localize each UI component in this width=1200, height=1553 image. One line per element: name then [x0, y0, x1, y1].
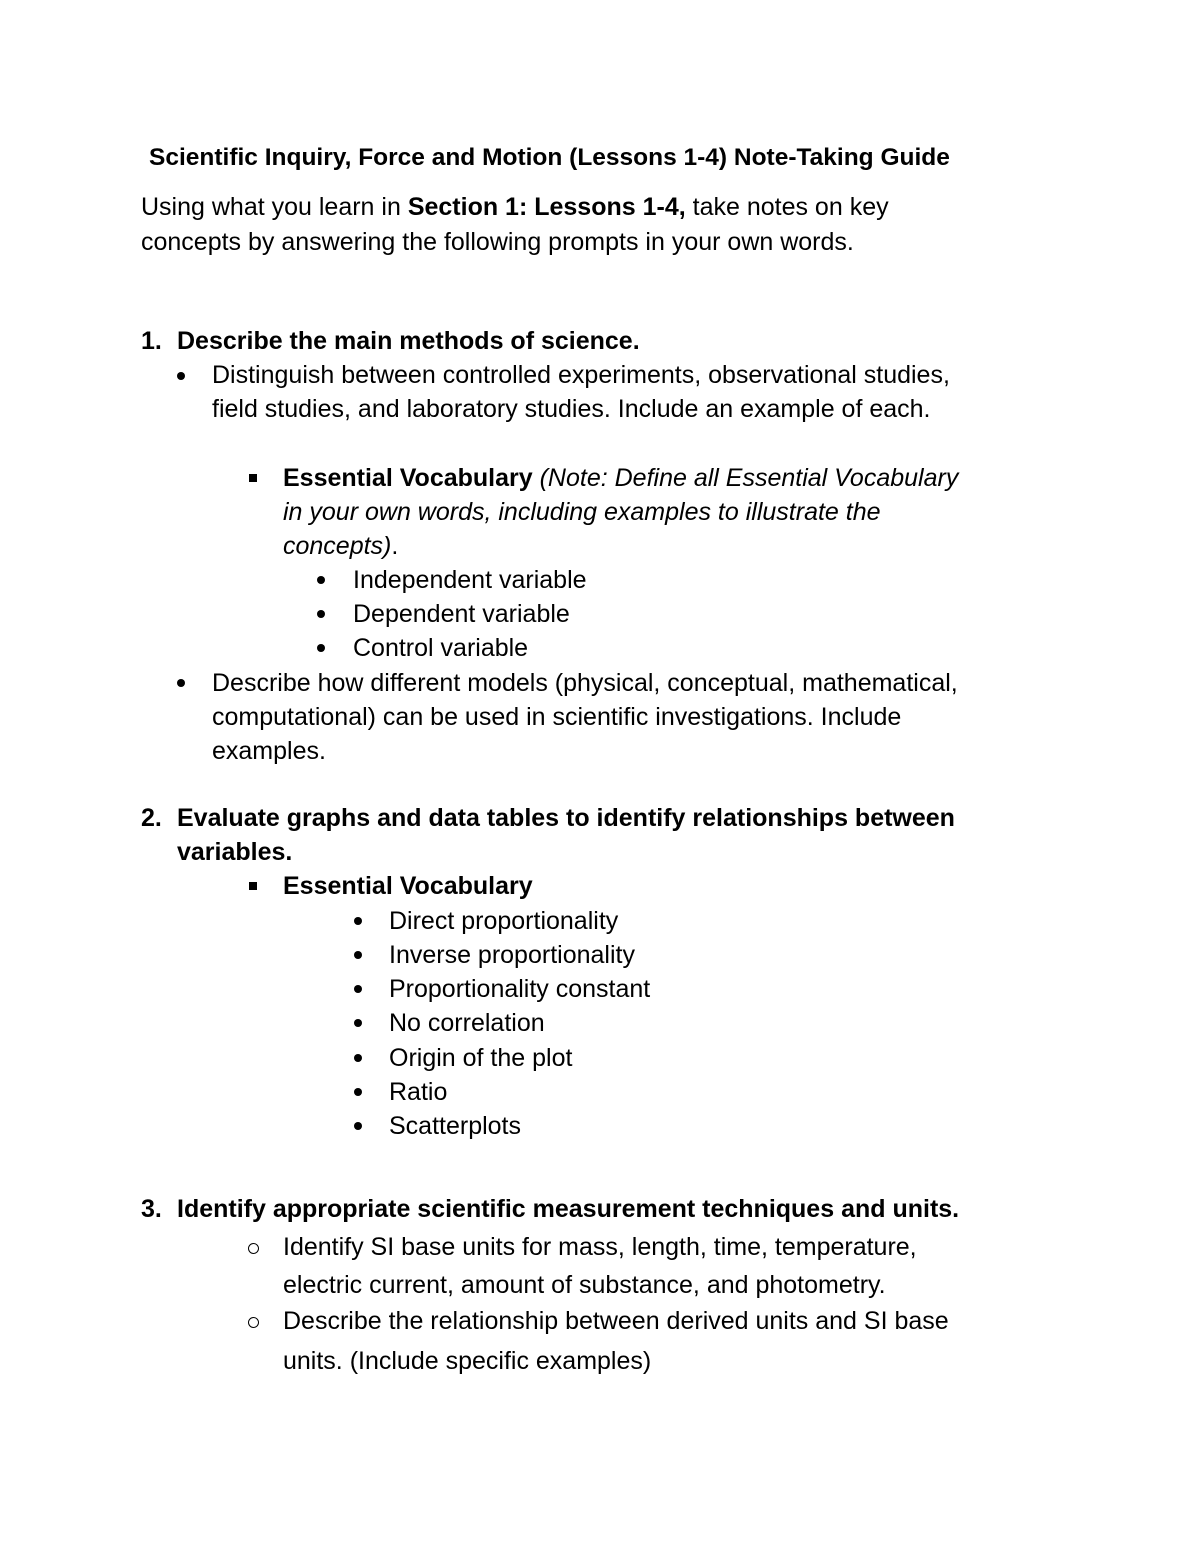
q3-heading: Identify appropriate scientific measurement techniques and units.: [177, 1195, 960, 1223]
bullet-icon: [317, 610, 325, 618]
q3-item2-line2: units. (Include specific examples): [283, 1347, 652, 1375]
q2-term: Inverse proportionality: [389, 941, 635, 969]
q2-term: Direct proportionality: [389, 907, 619, 935]
q1-vocab-line3: [283, 531, 398, 561]
q1-vocab-period: .: [391, 532, 399, 560]
q1-vocab-label: Essential Vocabulary: [283, 464, 533, 492]
q1-bullet2-line3: examples.: [212, 737, 326, 765]
intro-suffix: take notes on key: [685, 193, 889, 221]
q1-bullet1-line2: field studies, and laboratory studies. Include an example of each.: [212, 395, 931, 423]
intro-prefix: Using what you learn in: [141, 193, 408, 221]
circle-bullet-icon: [248, 1243, 259, 1254]
q3-number: 3.: [141, 1195, 162, 1223]
intro-line-1: [141, 192, 889, 222]
q2-term: No correlation: [389, 1009, 545, 1037]
circle-bullet-icon: [248, 1317, 259, 1328]
q1-vocab-line1: [283, 463, 958, 493]
q2-term: Scatterplots: [389, 1112, 522, 1140]
bullet-icon: [354, 1088, 362, 1096]
q2-term: Proportionality constant: [389, 975, 651, 1003]
bullet-icon: [354, 917, 362, 925]
bullet-icon: [177, 679, 185, 687]
bullet-icon: [354, 1122, 362, 1130]
bullet-icon: [354, 1019, 362, 1027]
bullet-icon: [354, 985, 362, 993]
q1-bullet1-line1: Distinguish between controlled experiments, observational studies,: [212, 361, 950, 389]
q1-term: Control variable: [353, 634, 529, 662]
q1-bullet2-line1: Describe how different models (physical, conceptual, mathematical,: [212, 669, 958, 697]
q1-heading: Describe the main methods of science.: [177, 327, 640, 355]
q1-vocab-note-end: concepts): [283, 532, 392, 560]
q2-heading-line1: Evaluate graphs and data tables to identify relationships between: [177, 804, 955, 832]
q2-term: Origin of the plot: [389, 1044, 573, 1072]
bullet-icon: [317, 576, 325, 584]
bullet-icon: [354, 951, 362, 959]
q1-bullet2-line2: computational) can be used in scientific investigations. Include: [212, 703, 902, 731]
q2-heading-line2: variables.: [177, 838, 293, 866]
q3-item1-line1: Identify SI base units for mass, length, time, temperature,: [283, 1233, 917, 1261]
bullet-icon: [177, 372, 185, 380]
q3-item2-line1: Describe the relationship between derived units and SI base: [283, 1307, 949, 1335]
page-title: Scientific Inquiry, Force and Motion (Lessons 1-4) Note-Taking Guide: [149, 144, 950, 171]
q1-term: Dependent variable: [353, 600, 570, 628]
intro-section-ref: Section 1: Lessons 1-4,: [407, 193, 686, 221]
square-bullet-icon: [249, 474, 257, 482]
bullet-icon: [317, 644, 325, 652]
q3-item1-line2: electric current, amount of substance, and photometry.: [283, 1271, 886, 1299]
q1-vocab-note: (Note: Define all Essential Vocabulary: [532, 464, 959, 492]
q1-number: 1.: [141, 327, 162, 355]
q1-term: Independent variable: [353, 566, 587, 594]
q2-term: Ratio: [389, 1078, 448, 1106]
q1-vocab-line2: in your own words, including examples to illustrate the: [283, 498, 881, 526]
square-bullet-icon: [249, 882, 257, 890]
bullet-icon: [354, 1054, 362, 1062]
q2-number: 2.: [141, 804, 162, 832]
q2-vocab-label: Essential Vocabulary: [283, 872, 533, 900]
intro-line-2: concepts by answering the following prompts in your own words.: [141, 228, 854, 256]
